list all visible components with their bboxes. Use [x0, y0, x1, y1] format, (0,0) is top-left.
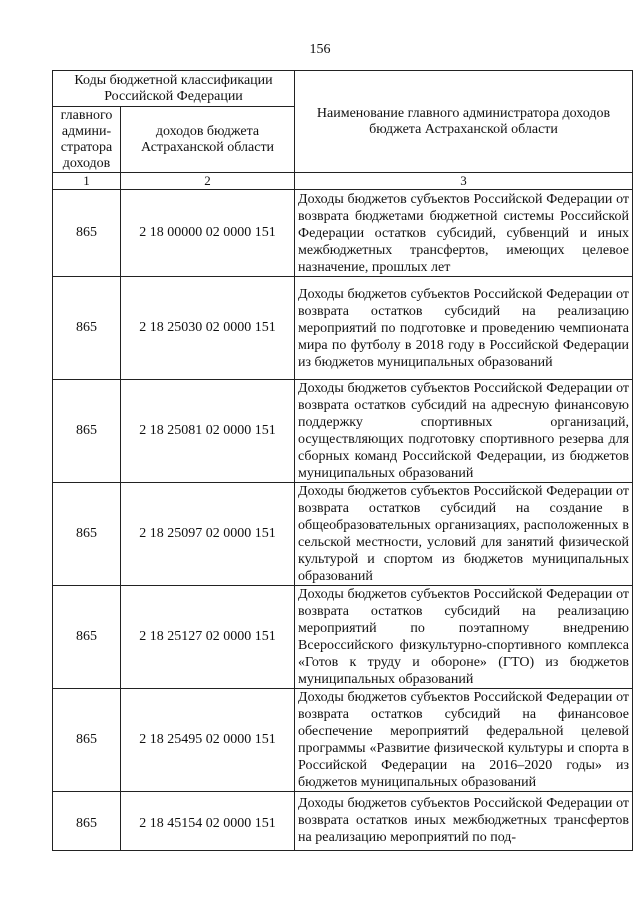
- page-number: 156: [309, 42, 331, 57]
- administrator-code: 865: [53, 190, 121, 277]
- column-number-2: 2: [121, 173, 295, 190]
- income-description: Доходы бюджетов субъектов Российской Федерации от возврата остатков субсидий на создание в общеобразовательных организациях, расположенных в сельской местности, условий для занятий физической культурой и спортом из бюджетов муниципальных образований: [295, 483, 633, 586]
- administrator-code: 865: [53, 689, 121, 792]
- table-row: [53, 483, 633, 586]
- income-description-text: Доходы бюджетов субъектов Российской Федерации от возврата остатков иных межбюджетных трансфертов на реализацию мероприятий по под-: [298, 796, 630, 845]
- income-code: 2 18 25495 02 0000 151: [121, 689, 295, 792]
- header-main-administrator: главного админи-стратора доходов: [53, 107, 121, 173]
- column-number-1: 1: [53, 173, 121, 190]
- income-code: 2 18 45154 02 0000 151: [121, 792, 295, 851]
- table-row: [53, 277, 633, 380]
- income-description: Доходы бюджетов субъектов Российской Федерации от возврата остатков субсидий на финансовое обеспечение мероприятий федеральной целевой программы «Развитие физической культуры и спорта в Российской Федерации на 2016–2020 годы» из бюджетов муниципальных образований: [295, 689, 633, 792]
- income-code: 2 18 25127 02 0000 151: [121, 586, 295, 689]
- table-row: [53, 380, 633, 483]
- header-budget-income: доходов бюджета Астраханской области: [121, 107, 295, 173]
- table-row: [53, 689, 633, 792]
- administrator-code: 865: [53, 792, 121, 851]
- administrator-code: 865: [53, 586, 121, 689]
- table-row: [53, 586, 633, 689]
- administrator-code: 865: [53, 483, 121, 586]
- column-number-3: 3: [295, 173, 633, 190]
- header-codes-group: Коды бюджетной классификации Российской Федерации: [53, 71, 295, 107]
- income-description: Доходы бюджетов субъектов Российской Федерации от возврата остатков субсидий на адресную финансовую поддержку спортивных организаций, осуществляющих подготовку спортивного резерва для сборных команд Российской Федерации, из бюджетов муниципальных образований: [295, 380, 633, 483]
- administrator-code: 865: [53, 380, 121, 483]
- income-code: 2 18 25030 02 0000 151: [121, 277, 295, 380]
- income-description: [295, 792, 633, 851]
- income-code: 2 18 00000 02 0000 151: [121, 190, 295, 277]
- income-description: Доходы бюджетов субъектов Российской Федерации от возврата остатков субсидий на реализацию мероприятий по поэтапному внедрению Всероссийского физкультурно-спортивного комплекса «Готов к труду и обороне» (ГТО) из бюджетов муниципальных образований: [295, 586, 633, 689]
- income-description: Доходы бюджетов субъектов Российской Федерации от возврата остатков субсидий на реализацию мероприятий по подготовке и проведению чемпионата мира по футболу в 2018 году в Российской Федерации из бюджетов муниципальных образований: [295, 277, 633, 380]
- income-description: Доходы бюджетов субъектов Российской Федерации от возврата бюджетами бюджетной системы Российской Федерации остатков субсидий, субвенций и иных межбюджетных трансфертов, имеющих целевое назначение, прошлых лет: [295, 190, 633, 277]
- income-code: 2 18 25081 02 0000 151: [121, 380, 295, 483]
- table-row: [53, 792, 633, 851]
- table-row: [53, 190, 633, 277]
- header-administrator-name: Наименование главного администратора доходов бюджета Астраханской области: [295, 71, 633, 173]
- budget-classification-table: [52, 70, 633, 851]
- income-code: 2 18 25097 02 0000 151: [121, 483, 295, 586]
- administrator-code: 865: [53, 277, 121, 380]
